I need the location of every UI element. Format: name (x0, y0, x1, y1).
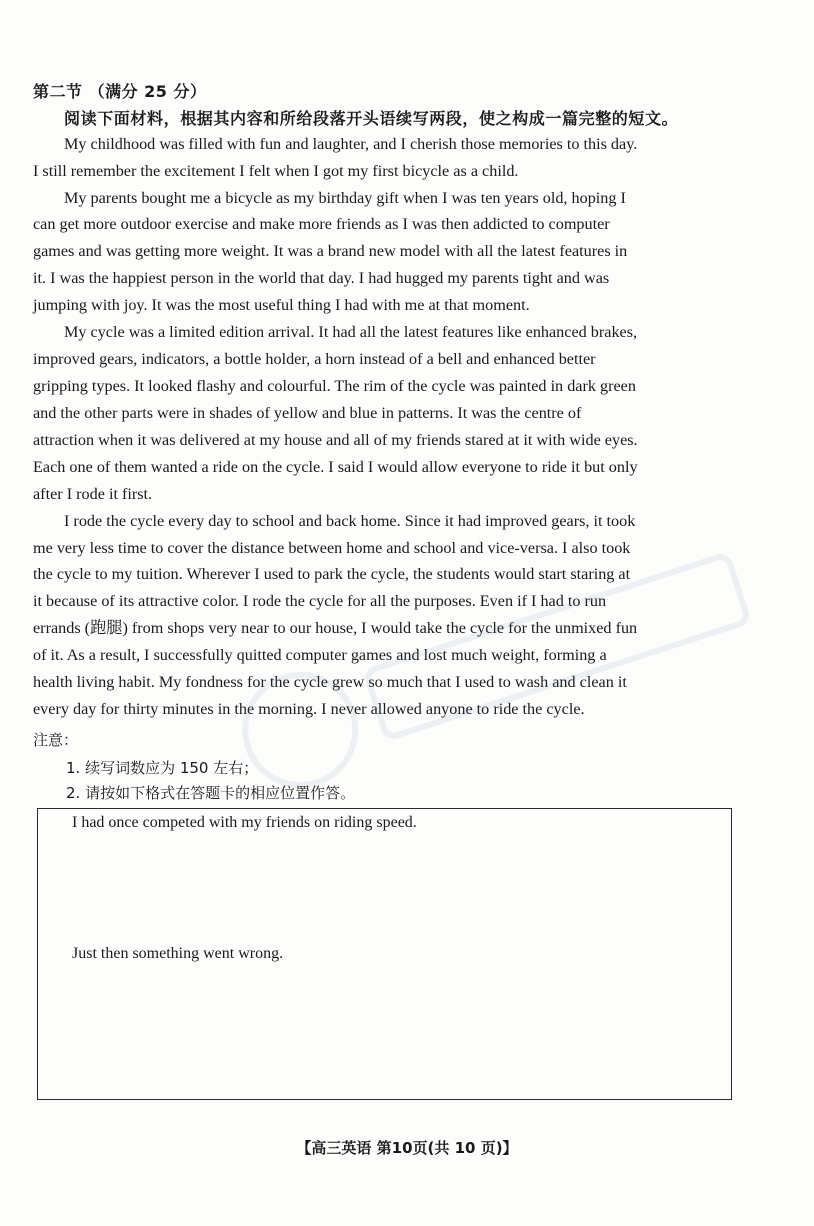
passage-line: every day for thirty minutes in the morning. I never allowed anyone to ride the cycle. (33, 700, 585, 718)
note-item: 1. 续写词数应为 150 左右； (66, 759, 259, 777)
watermark-logo (214, 517, 787, 814)
passage-line: My cycle was a limited edition arrival. It had all the latest features like enhanced brakes, (64, 323, 638, 341)
paragraph-opening-2: Just then something went wrong. (72, 945, 284, 962)
instruction-text: 阅读下面材料，根据其内容和所给段落开头语续写两段，使之构成一篇完整的短文。 (64, 109, 679, 128)
passage-line: games and was getting more weight. It was a brand new model with all the latest features in (33, 242, 628, 260)
passage-line: My parents bought me a bicycle as my birthday gift when I was ten years old, hoping I (64, 189, 626, 207)
passage-line: improved gears, indicators, a bottle holder, a horn instead of a bell and enhanced better (33, 350, 596, 368)
passage-line: can get more outdoor exercise and make more friends as I was then addicted to computer (33, 215, 610, 233)
answer-box (37, 808, 732, 1100)
passage-line: Each one of them wanted a ride on the cycle. I said I would allow everyone to ride it but only (33, 458, 638, 476)
passage-line: My childhood was filled with fun and laughter, and I cherish those memories to this day. (64, 135, 638, 153)
passage-line: it. I was the happiest person in the world that day. I had hugged my parents tight and was (33, 269, 610, 287)
passage-line: I rode the cycle every day to school and back home. Since it had improved gears, it took (64, 512, 636, 530)
passage-line: me very less time to cover the distance between home and school and vice-versa. I also took (33, 539, 631, 557)
notes-title: 注意： (33, 731, 79, 749)
passage-line: gripping types. It looked flashy and colourful. The rim of the cycle was painted in dark green (33, 377, 636, 395)
passage-line: attraction when it was delivered at my house and all of my friends stared at it with wide eyes. (33, 431, 638, 449)
passage-line: I still remember the excitement I felt when I got my first bicycle as a child. (33, 162, 519, 180)
passage-line: errands (跑腿) from shops very near to our house, I would take the cycle for the unmixed fun (33, 619, 638, 637)
passage-line: jumping with joy. It was the most useful thing I had with me at that moment. (33, 296, 530, 314)
passage-line: the cycle to my tuition. Wherever I used to park the cycle, the students would start staring at (33, 565, 631, 583)
section-title: 第二节 （满分 25 分） (33, 82, 207, 101)
passage-line: of it. As a result, I successfully quitted computer games and lost much weight, forming a (33, 646, 607, 664)
note-item: 2. 请按如下格式在答题卡的相应位置作答。 (66, 784, 356, 802)
passage-line: and the other parts were in shades of yellow and blue in patterns. It was the centre of (33, 404, 582, 422)
passage-line: health living habit. My fondness for the cycle grew so much that I used to wash and clean it (33, 673, 627, 691)
paragraph-opening-1: I had once competed with my friends on riding speed. (72, 814, 417, 831)
page-footer: 【高三英语 第10页(共 10 页)】 (296, 1139, 518, 1157)
passage-line: after I rode it first. (33, 485, 153, 503)
passage-line: it because of its attractive color. I rode the cycle for all the purposes. Even if I had to run (33, 592, 607, 610)
